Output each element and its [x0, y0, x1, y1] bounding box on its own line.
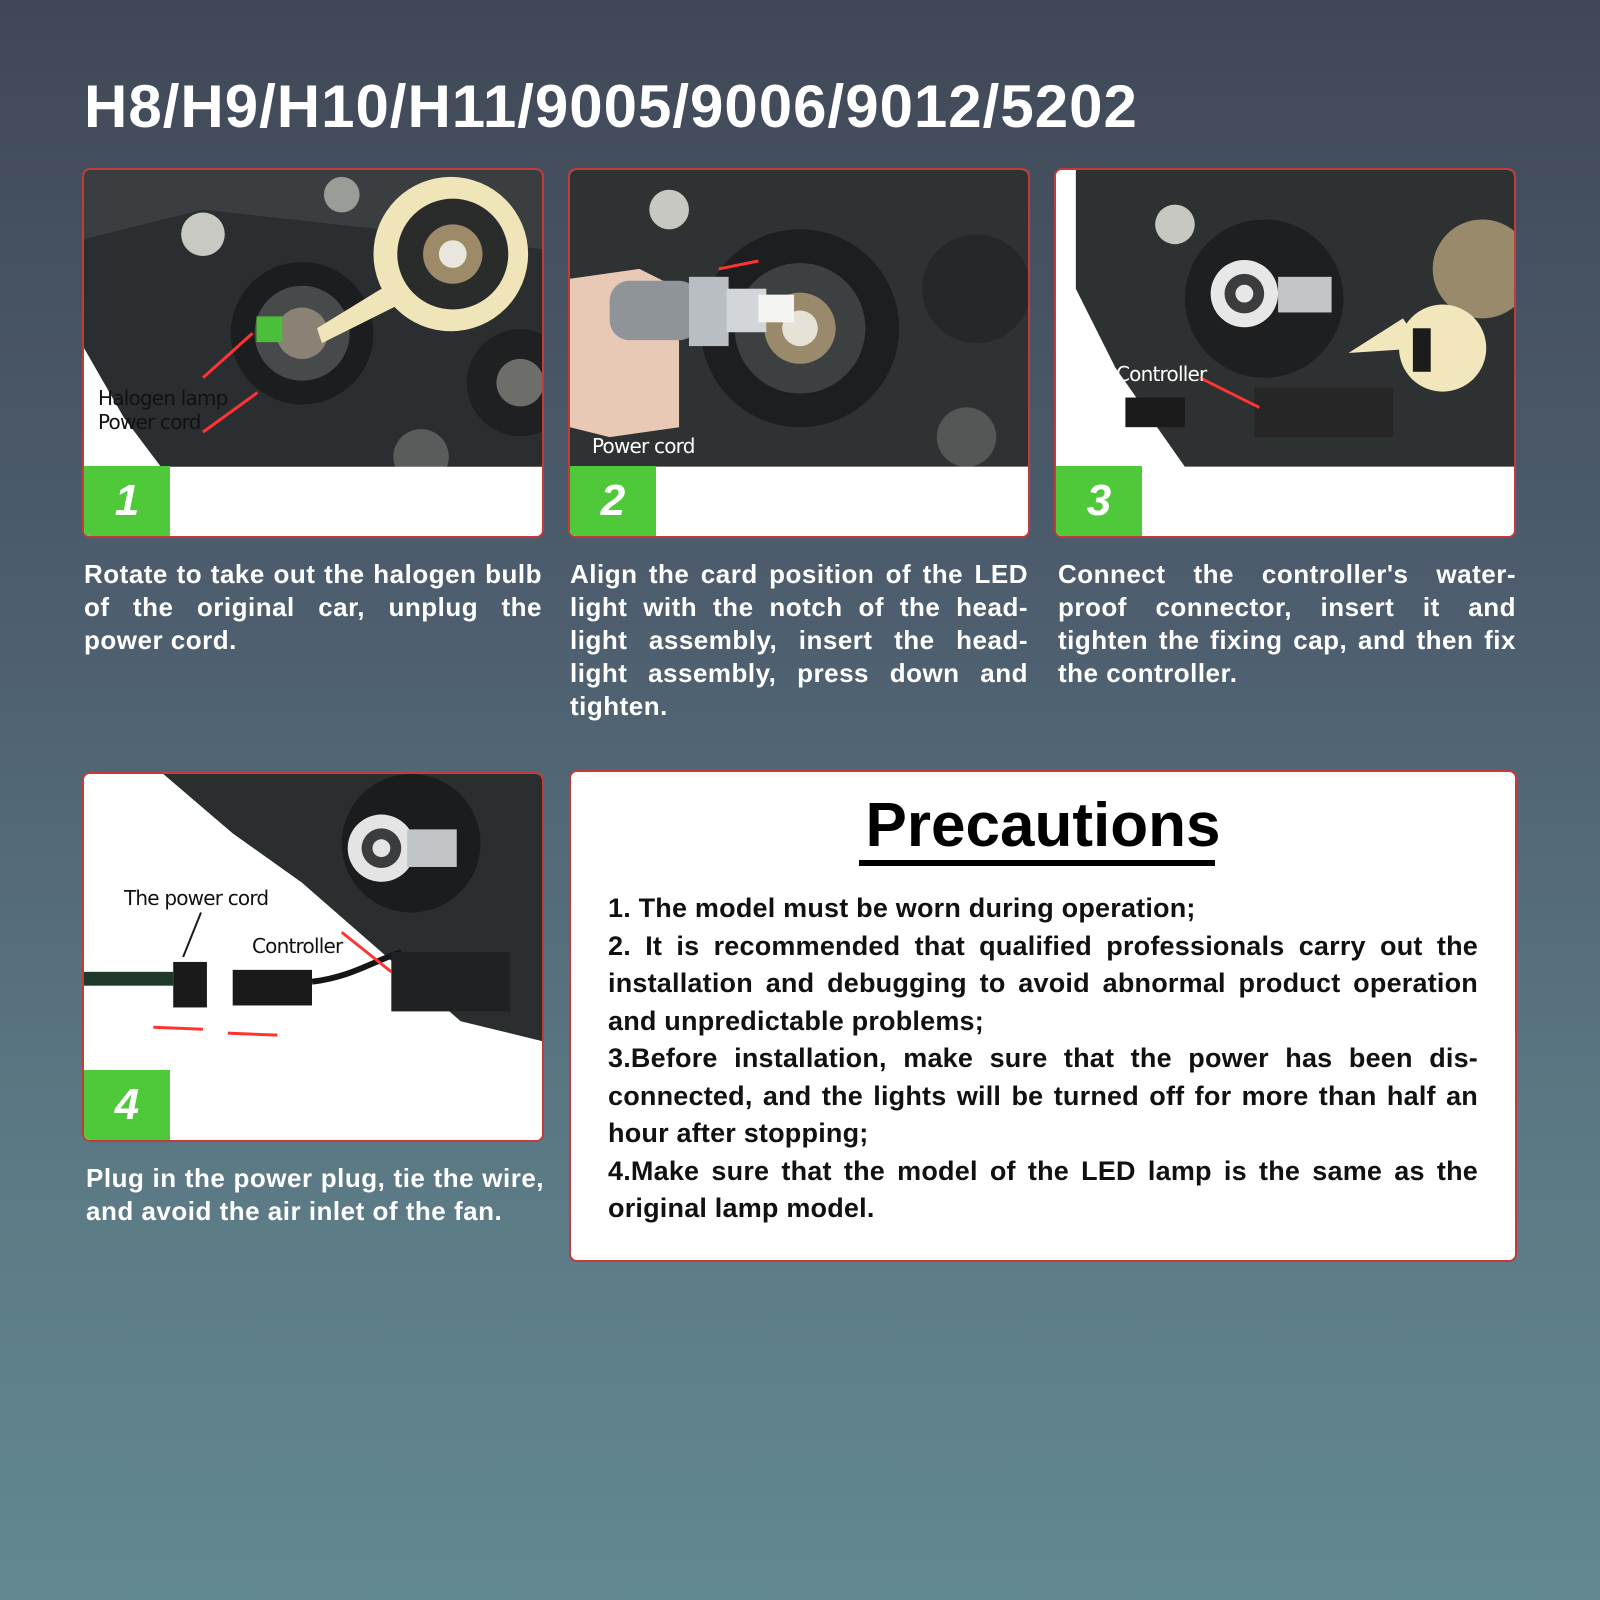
step-3-card	[1054, 168, 1516, 538]
precautions-title: Precautions	[865, 791, 1221, 860]
step-1-label-halogen: Halogen lamp	[98, 386, 228, 410]
step-3-label-controller: Controller	[1116, 362, 1207, 386]
precaution-item: 3.Before installation, make sure that the power has been dis-connected, and the lights will be turned off for more than half an hour after stopping;	[608, 1043, 1478, 1148]
step-3-description: Connect the controller's water-proof connector, insert it and tighten the fixing cap, and then fix the controller.	[1058, 559, 1516, 688]
step-2-label-power-cord: Power cord	[592, 434, 695, 458]
precautions-panel	[569, 770, 1517, 1262]
step-2-badge: 2	[570, 466, 656, 536]
step-2-description: Align the card position of the LED light with the notch of the head-light assembly, insert the head-light assembly, press down and tighten.	[570, 559, 1028, 721]
precaution-item: 2. It is recommended that qualified professionals carry out the installation and debugging to avoid abnormal product operation and unpredictable problems;	[608, 930, 1478, 1036]
precaution-item: 4.Make sure that the model of the LED lamp is the same as the original lamp model.	[608, 1155, 1478, 1223]
step-4-label-power-cord: The power cord	[124, 886, 269, 910]
step-4-label-controller: Controller	[252, 934, 343, 958]
step-1-description: Rotate to take out the halogen bulb of the original car, unplug the power cord.	[84, 559, 542, 655]
step-1-badge: 1	[84, 466, 170, 536]
step-4-badge: 4	[84, 1070, 170, 1140]
step-1-card	[82, 168, 544, 538]
step-4-description: Plug in the power plug, tie the wire, and avoid the air inlet of the fan.	[86, 1163, 544, 1226]
precautions-title-underline	[859, 860, 1215, 866]
precautions-list	[608, 890, 1478, 1228]
step-1-label-power-cord: Power cord	[98, 410, 201, 434]
precaution-item: 1. The model must be worn during operation;	[608, 893, 1196, 923]
page-title: H8/H9/H10/H11/9005/9006/9012/5202	[84, 73, 1138, 140]
step-2-card	[568, 168, 1030, 538]
step-3-badge: 3	[1056, 466, 1142, 536]
step-4-card	[82, 772, 544, 1142]
